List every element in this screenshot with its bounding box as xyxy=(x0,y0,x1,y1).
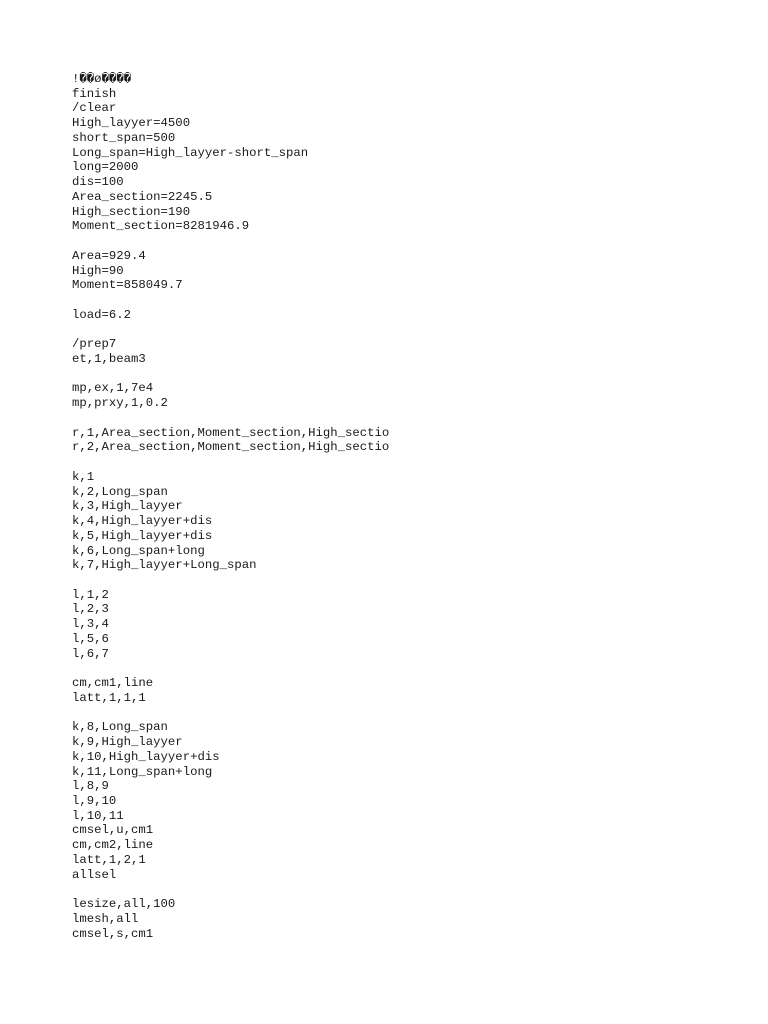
code-line xyxy=(72,455,752,470)
code-line: latt,1,1,1 xyxy=(72,690,146,705)
code-line xyxy=(72,293,752,308)
code-line xyxy=(72,573,752,588)
code-line: k,9,High_layyer xyxy=(72,735,183,750)
code-line: cm,cm1,line xyxy=(72,676,154,691)
code-line: lesize,all,100 xyxy=(72,897,176,912)
code-line: k,3,High_layyer xyxy=(72,499,183,514)
code-line xyxy=(72,411,752,426)
code-line: r,2,Area_section,Moment_section,High_sectio xyxy=(72,440,390,455)
code-line: High=90 xyxy=(72,263,124,278)
code-line: Moment_section=8281946.9 xyxy=(72,219,250,234)
code-line: load=6.2 xyxy=(72,307,132,322)
code-line: l,6,7 xyxy=(72,646,109,661)
code-line: cm,cm2,line xyxy=(72,838,154,853)
code-line xyxy=(72,234,752,249)
code-line: et,1,beam3 xyxy=(72,351,146,366)
code-line: l,9,10 xyxy=(72,793,117,808)
code-line: mp,ex,1,7e4 xyxy=(72,381,154,396)
code-line: !��ø���� xyxy=(72,72,132,86)
code-line: lmesh,all xyxy=(72,911,139,926)
code-line: Long_span=High_layyer-short_span xyxy=(72,145,309,160)
code-line: finish xyxy=(72,86,117,101)
code-line: k,6,Long_span+long xyxy=(72,543,205,558)
code-line: k,8,Long_span xyxy=(72,720,168,735)
code-line xyxy=(72,661,752,676)
code-line: High_section=190 xyxy=(72,204,191,219)
code-line: k,10,High_layyer+dis xyxy=(72,749,220,764)
code-line: long=2000 xyxy=(72,160,139,175)
code-line: k,2,Long_span xyxy=(72,484,168,499)
code-line: /clear xyxy=(72,101,117,116)
code-line: cmsel,s,cm1 xyxy=(72,926,154,941)
code-line: Moment=858049.7 xyxy=(72,278,183,293)
code-line: l,2,3 xyxy=(72,602,109,617)
code-line: mp,prxy,1,0.2 xyxy=(72,396,168,411)
code-line: allsel xyxy=(72,867,117,882)
code-line: cmsel,u,cm1 xyxy=(72,823,154,838)
code-line xyxy=(72,322,752,337)
code-line: Area=929.4 xyxy=(72,248,146,263)
code-line: l,8,9 xyxy=(72,779,109,794)
code-line: dis=100 xyxy=(72,175,124,190)
code-line: l,5,6 xyxy=(72,631,109,646)
code-line: Area_section=2245.5 xyxy=(72,189,213,204)
code-line: l,10,11 xyxy=(72,808,124,823)
code-line: High_layyer=4500 xyxy=(72,116,191,131)
code-line: k,4,High_layyer+dis xyxy=(72,514,213,529)
code-line: k,7,High_layyer+Long_span xyxy=(72,558,257,573)
code-line: r,1,Area_section,Moment_section,High_sectio xyxy=(72,425,390,440)
code-line: /prep7 xyxy=(72,337,117,352)
code-line: short_span=500 xyxy=(72,130,176,145)
code-line: k,11,Long_span+long xyxy=(72,764,213,779)
code-line: latt,1,2,1 xyxy=(72,852,146,867)
code-line: l,3,4 xyxy=(72,617,109,632)
code-line xyxy=(72,882,752,897)
code-line xyxy=(72,367,752,382)
code-line: k,5,High_layyer+dis xyxy=(72,528,213,543)
code-listing xyxy=(72,72,752,941)
code-line xyxy=(72,706,752,721)
code-line: l,1,2 xyxy=(72,587,109,602)
code-line: k,1 xyxy=(72,469,95,484)
